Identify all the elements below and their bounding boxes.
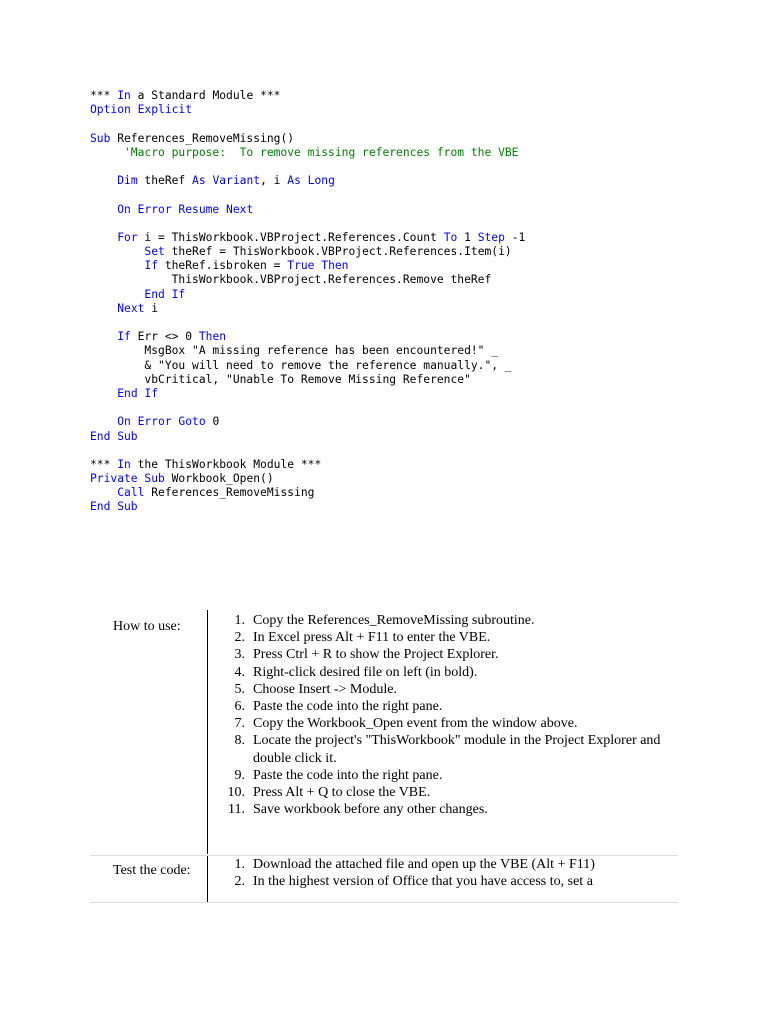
code-line [90,401,525,415]
code-text [90,486,117,499]
code-text: , i [260,174,288,188]
code-line [90,188,525,202]
code-line [90,89,525,103]
code-keyword: End If [117,386,159,400]
code-text: References_RemoveMissing() [110,131,295,145]
code-line [90,174,525,188]
code-line [90,373,525,387]
code-line [90,330,525,344]
code-line [90,359,525,373]
code-text [90,259,144,272]
code-keyword: Next [117,301,145,315]
code-text [90,203,117,216]
list-item [221,784,681,801]
code-line [90,302,525,316]
step-number: 3. [234,647,245,663]
step-text: Copy the Workbook_Open event from the window above. [253,716,578,732]
list-item [221,767,681,784]
step-number: 6. [234,699,245,715]
code-text: the ThisWorkbook Module *** [130,457,322,471]
table-row [90,856,678,902]
code-keyword: On Error Goto [117,415,206,429]
code-line [90,203,525,217]
code-text [90,288,144,301]
code-keyword: In [117,89,131,102]
step-text: Copy the References_RemoveMissing subroutine. [253,613,535,628]
code-text: theRef = ThisWorkbook.VBProject.References.Item(i) [164,245,512,259]
code-text [90,330,117,343]
code-keyword: End Sub [90,429,138,443]
column-divider [207,856,208,902]
code-text: MsgBox "A missing reference has been encountered!" _ [90,344,499,358]
step-number: 9. [234,767,245,783]
code-text: *** [90,89,118,102]
list-item [221,681,681,698]
code-line [90,444,525,458]
code-text: *** [90,457,118,471]
code-line [90,245,525,259]
step-text: Save workbook before any other changes. [253,802,488,818]
code-text [90,245,144,258]
code-text [90,387,117,400]
code-keyword: If [144,259,159,273]
code-line [90,415,525,429]
list-item [221,698,681,715]
code-text: References_RemoveMissing [144,486,315,500]
code-text [90,415,117,428]
step-text: In Excel press Alt + F11 to enter the VBE. [253,630,491,646]
code-text [90,302,117,315]
code-line [90,259,525,273]
list-item [221,873,681,890]
list-item [221,612,681,629]
code-line [90,288,525,302]
code-keyword: Step [477,230,505,244]
step-number: 2. [234,630,245,646]
code-keyword: As Long [287,174,335,188]
step-number: 8. [234,733,245,749]
code-keyword: Private Sub [90,472,165,486]
step-number: 5. [234,681,245,697]
code-text [90,174,117,187]
list-item [221,646,681,663]
code-keyword: Then [198,330,227,344]
step-number: 10. [227,785,245,801]
code-line [90,231,525,245]
code-text: ThisWorkbook.VBProject.References.Remove theRef [90,273,492,287]
steps-list [221,612,681,818]
step-text: Press Ctrl + R to show the Project Explorer. [253,647,499,663]
code-keyword: On Error Resume Next [117,202,254,216]
code-line [90,160,525,174]
code-line [90,146,525,160]
row-label: How to use: [113,619,181,634]
step-text: Paste the code into the right pane. [253,699,443,715]
row-label: Test the code: [113,863,191,878]
list-item [221,629,681,646]
code-line [90,217,525,231]
step-text: Paste the code into the right pane. [253,767,443,783]
code-keyword: Call [117,486,145,500]
code-listing [90,89,525,515]
code-line [90,132,525,146]
code-keyword: In [117,457,131,471]
list-item [221,801,681,818]
column-divider [207,610,208,854]
code-line [90,458,525,472]
code-text: -1 [504,230,526,244]
code-text: a Standard Module *** [130,89,281,102]
step-text: Locate the project's "ThisWorkbook" module in the Project Explorer and double click it. [253,733,661,766]
code-keyword: If [117,330,131,344]
code-keyword: True Then [287,259,349,273]
code-line [90,117,525,131]
list-item [221,664,681,681]
code-line [90,344,525,358]
code-line [90,316,525,330]
code-text: i = ThisWorkbook.VBProject.References.Count [137,230,444,244]
row-separator [90,902,678,903]
step-text: Right-click desired file on left (in bold). [253,664,478,680]
list-item [221,856,681,873]
code-line [90,472,525,486]
step-number: 4. [234,664,245,680]
code-keyword: As Variant [192,174,261,188]
list-item [221,715,681,732]
code-line [90,103,525,117]
step-number: 2. [234,874,245,890]
code-text: i [144,301,159,315]
step-number: 1. [234,857,245,872]
code-text: 1 [457,230,478,244]
table-row [90,610,678,854]
code-keyword: Option Explicit [90,103,193,117]
code-keyword: End Sub [90,500,138,514]
code-keyword: Set [144,245,165,259]
code-line [90,430,525,444]
step-number: 1. [234,613,245,628]
code-keyword: For [117,230,138,244]
code-keyword: Sub [90,131,111,145]
code-line [90,273,525,287]
code-keyword: End If [144,287,186,301]
code-text: vbCritical, "Unable To Remove Missing Reference" [90,372,471,386]
code-text: Workbook_Open() [164,472,274,486]
steps-list [221,856,681,890]
step-number: 7. [234,716,245,732]
code-comment: 'Macro purpose: To remove missing references from the VBE [90,145,519,159]
step-text: Choose Insert -> Module. [253,681,397,697]
code-line [90,486,525,500]
code-text: theRef [137,174,193,188]
code-line [90,500,525,514]
code-text [90,231,117,244]
code-text: Err <> 0 [130,330,199,344]
step-text: Press Alt + Q to close the VBE. [253,785,431,801]
step-text: Download the attached file and open up the VBE (Alt + F11) [253,857,595,872]
code-text: & "You will need to remove the reference manually.", _ [90,358,512,372]
code-keyword: To [443,230,458,244]
code-line [90,387,525,401]
list-item [221,732,681,766]
code-text: 0 [205,415,220,429]
step-text: In the highest version of Office that you have access to, set a [253,874,593,890]
code-text: theRef.isbroken = [158,259,288,273]
code-keyword: Dim [117,174,138,188]
step-number: 11. [228,802,245,818]
